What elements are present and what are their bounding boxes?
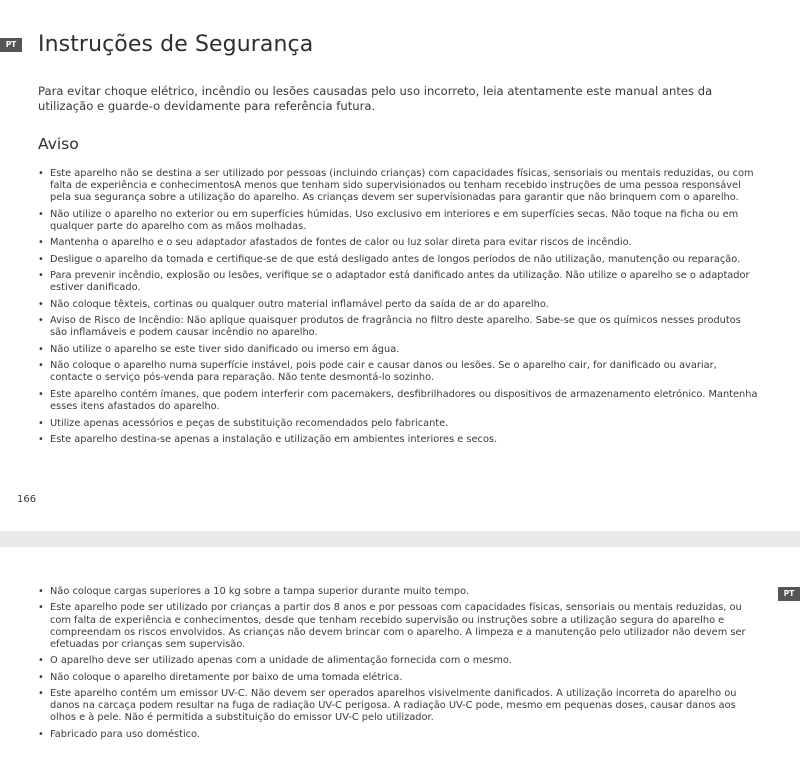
bullet-icon: • bbox=[38, 343, 44, 355]
list-item bbox=[36, 299, 758, 311]
list-item-text: Aviso de Risco de Incêndio: Não aplique quaisquer produtos de fragrância no filtro deste aparelho. Sabe-se que os químicos nesses produtos são inflamáveis e podem causar incêndio no aparelho. bbox=[50, 315, 741, 339]
list-item-text: Para prevenir incêndio, explosão ou lesões, verifique se o adaptador está danificado antes da utilização. Não utilize o aparelho se o adaptador estiver danificado. bbox=[50, 270, 750, 294]
section-heading-warning: Aviso bbox=[38, 135, 79, 153]
list-item-text: Fabricado para uso doméstico. bbox=[50, 728, 200, 740]
list-item bbox=[36, 254, 758, 266]
list-item-text: Não utilize o aparelho se este tiver sido danificado ou imerso em água. bbox=[50, 343, 400, 355]
warning-list bbox=[36, 168, 758, 450]
warning-list-continued bbox=[36, 586, 758, 745]
bullet-icon: • bbox=[38, 586, 44, 597]
bullet-icon: • bbox=[38, 728, 44, 740]
list-item bbox=[36, 729, 758, 741]
bullet-icon: • bbox=[38, 270, 44, 282]
bullet-icon: • bbox=[38, 253, 44, 265]
page-number: 166 bbox=[17, 494, 37, 505]
list-item bbox=[36, 418, 758, 430]
list-item bbox=[36, 688, 758, 724]
list-item bbox=[36, 389, 758, 413]
list-item-text: Não coloque o aparelho numa superfície instável, pois pode cair e causar danos ou lesões. Se o aparelho cair, for danificado ou avariar, contacte o serviço pós-venda para reparação. Não tente desmontá-lo sozinho. bbox=[50, 360, 717, 384]
bullet-icon: • bbox=[38, 237, 44, 249]
bullet-icon: • bbox=[38, 417, 44, 429]
list-item-text: Este aparelho contém ímanes, que podem interferir com pacemakers, desfibrilhadores ou dispositivos de armazenamento eletrónico. Mantenha esses itens afastados do aparelho. bbox=[50, 388, 758, 413]
bullet-icon: • bbox=[38, 671, 44, 683]
list-item-text: Este aparelho contém um emissor UV-C. Não devem ser operados aparelhos visivelmente danificados. A utilização incorreta do aparelho ou danos na carcaça podem resultar na fuga de radiação UV-C perigosa. A radiação UV-C pode, mesmo em pequenas doses, causar danos aos olhos e à pele. Não é permitida a substituição do emissor UV-C pelo utilizador. bbox=[50, 688, 737, 724]
bullet-icon: • bbox=[38, 168, 44, 179]
bullet-icon: • bbox=[38, 360, 44, 372]
list-item bbox=[36, 655, 758, 667]
list-item-text: Este aparelho não se destina a ser utilizado por pessoas (incluindo crianças) com capacidades físicas, sensoriais ou mentais reduzidas, ou com falta de experiência e conhecimentosA menos que tenham sido supervisionados ou tenham recebido instruções de uma pessoa responsável pela sua segurança sobre a utilização do aparelho. As crianças devem ser supervisionadas para garantir que não brinquem com o aparelho. bbox=[50, 168, 754, 204]
list-item-text: Não utilize o aparelho no exterior ou em superfícies húmidas. Uso exclusivo em interiores e em superfícies secas. Não toque na ficha ou em qualquer parte do aparelho com as mãos molhadas. bbox=[50, 208, 739, 232]
list-item bbox=[36, 168, 758, 204]
language-tab: PT bbox=[778, 587, 800, 601]
list-item-text: Mantenha o aparelho e o seu adaptador afastados de fontes de calor ou luz solar direta para evitar riscos de incêndio. bbox=[50, 237, 632, 249]
bullet-icon: • bbox=[38, 433, 44, 445]
intro-paragraph: Para evitar choque elétrico, incêndio ou lesões causadas pelo uso incorreto, leia atentamente este manual antes da utilização e guarde-o devidamente para referência futura. bbox=[38, 84, 713, 113]
list-item bbox=[36, 209, 758, 233]
list-item bbox=[36, 237, 758, 249]
list-item bbox=[36, 360, 758, 384]
bullet-icon: • bbox=[38, 655, 44, 667]
bullet-icon: • bbox=[38, 388, 44, 400]
bullet-icon: • bbox=[38, 298, 44, 310]
list-item bbox=[36, 270, 758, 294]
bullet-icon: • bbox=[38, 315, 44, 327]
bullet-icon: • bbox=[38, 602, 44, 614]
list-item bbox=[36, 434, 758, 446]
bullet-icon: • bbox=[38, 208, 44, 220]
list-item bbox=[36, 315, 758, 339]
language-tab: PT bbox=[0, 38, 22, 52]
list-item-text: Não coloque o aparelho diretamente por baixo de uma tomada elétrica. bbox=[50, 671, 403, 683]
bullet-icon: • bbox=[38, 688, 44, 700]
manual-page-next bbox=[0, 547, 800, 767]
list-item-text: Não coloque têxteis, cortinas ou qualquer outro material inflamável perto da saída de ar do aparelho. bbox=[50, 298, 549, 310]
page-title: Instruções de Segurança bbox=[38, 32, 314, 57]
list-item-text: Não coloque cargas superiores a 10 kg sobre a tampa superior durante muito tempo. bbox=[50, 586, 470, 597]
list-item-text: Este aparelho pode ser utilizado por crianças a partir dos 8 anos e por pessoas com capacidades físicas, sensoriais ou mentais reduzidas, ou com falta de experiência e conhecimentos, desde que tenham recebido supervisão ou instruções sobre a utilização segura do aparelho e compreendam os riscos envolvidos. As crianças não devem brincar com o aparelho. A limpeza e a manutenção pelo utilizador não devem ser efetuadas por crianças sem supervisão. bbox=[50, 602, 746, 650]
list-item bbox=[36, 602, 758, 650]
list-item bbox=[36, 672, 758, 684]
list-item-text: Utilize apenas acessórios e peças de substituição recomendados pelo fabricante. bbox=[50, 417, 449, 429]
list-item-text: O aparelho deve ser utilizado apenas com a unidade de alimentação fornecida com o mesmo. bbox=[50, 655, 512, 667]
list-item-text: Desligue o aparelho da tomada e certifique-se de que está desligado antes de longos períodos de não utilização, manutenção ou reparação. bbox=[50, 253, 741, 265]
list-item bbox=[36, 344, 758, 356]
list-item bbox=[36, 586, 758, 598]
list-item-text: Este aparelho destina-se apenas a instalação e utilização em ambientes interiores e secos. bbox=[50, 433, 498, 445]
